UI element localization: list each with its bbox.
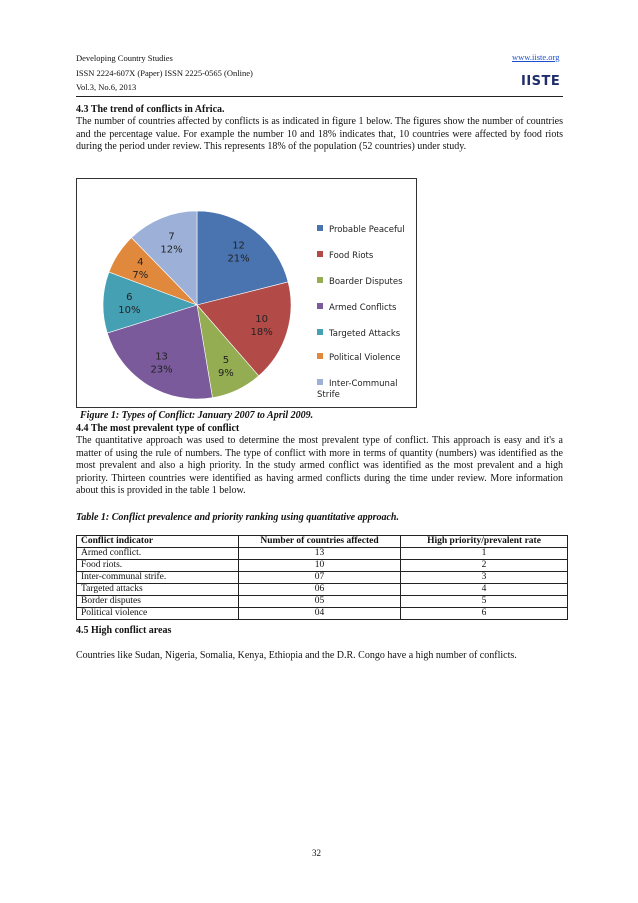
table-cell: 5 <box>401 596 568 608</box>
chart-legend <box>317 225 415 405</box>
pie-value-label: 5 <box>222 355 230 367</box>
pie-percent-label: 12% <box>160 244 183 256</box>
table-row <box>77 548 568 560</box>
table-caption: Table 1: Conflict prevalence and priority ranking using quantitative approach. <box>76 512 399 523</box>
pie-value-label: 12 <box>232 240 245 252</box>
section-4-4-paragraph: The quantitative approach was used to determine the most prevalent type of conflict. This approach is easy and it's a matter of using the rule of numbers. The type of conflict with more in terms of quantity (numbers) was identified as the most prevalent and also a high priority. In the study armed conflict was identified as the most prevalent and a high priority. Thirteen countries were identified as having armed conflicts during the time under review. More information about this is provided in the table 1 below. <box>76 435 563 496</box>
pie-percent-label: 10% <box>118 305 141 317</box>
pie-value-label: 6 <box>126 292 133 304</box>
legend-item <box>317 303 396 314</box>
table-cell: 3 <box>401 572 568 584</box>
table-row <box>77 560 568 572</box>
table-header-cell: High priority/prevalent rate <box>401 536 568 548</box>
legend-swatch <box>317 303 323 309</box>
legend-item <box>317 251 373 262</box>
header-rule <box>76 96 563 97</box>
figure-caption: Figure 1: Types of Conflict: January 2007 to April 2009. <box>80 410 314 421</box>
conflict-table <box>76 535 568 620</box>
conflict-pie-chart <box>76 178 417 408</box>
legend-label: Food Riots <box>329 251 374 261</box>
legend-swatch <box>317 329 323 335</box>
table-cell: 10 <box>239 560 401 572</box>
section-4-3-paragraph: The number of countries affected by conflicts is as indicated in figure 1 below. The figures show the number of countries and the percentage value. For example the number 10 and 18% indicates that, 10 countries were affected by food riots during the period under review. This represents 18% of the population (52 countries) under study. <box>76 116 563 152</box>
journal-name: Developing Country Studies <box>76 53 173 63</box>
table-cell: Food riots. <box>77 560 239 572</box>
table-cell: 05 <box>239 596 401 608</box>
legend-swatch <box>317 353 323 359</box>
pie-percent-label: 18% <box>250 327 273 339</box>
legend-item <box>317 379 415 401</box>
table-cell: 6 <box>401 608 568 620</box>
table-cell: 4 <box>401 584 568 596</box>
legend-swatch <box>317 277 323 283</box>
conflict-table-wrapper <box>76 535 568 620</box>
table-cell: 1 <box>401 548 568 560</box>
section-4-5-heading: 4.5 High conflict areas <box>76 625 172 636</box>
table-row <box>77 584 568 596</box>
pie-value-label: 4 <box>137 256 144 268</box>
pie-percent-label: 21% <box>227 253 250 265</box>
table-header-cell: Number of countries affected <box>239 536 401 548</box>
legend-label: Armed Conflicts <box>329 303 397 313</box>
iiste-logo: IISTE <box>521 74 561 89</box>
table-cell: 13 <box>239 548 401 560</box>
legend-item <box>317 329 400 340</box>
pie-value-label: 10 <box>255 314 268 326</box>
legend-item <box>317 277 403 288</box>
legend-swatch <box>317 225 323 231</box>
table-row <box>77 596 568 608</box>
journal-volume: Vol.3, No.6, 2013 <box>76 82 137 92</box>
legend-item <box>317 225 405 236</box>
table-cell: 04 <box>239 608 401 620</box>
table-cell: Border disputes <box>77 596 239 608</box>
legend-label: Probable Peaceful <box>329 225 405 235</box>
table-cell: Targeted attacks <box>77 584 239 596</box>
table-header-cell: Conflict indicator <box>77 536 239 548</box>
pie-percent-label: 23% <box>150 364 173 376</box>
legend-label: Inter-Communal Strife <box>317 379 398 400</box>
legend-item <box>317 353 400 364</box>
section-4-5-paragraph: Countries like Sudan, Nigeria, Somalia, Kenya, Ethiopia and the D.R. Congo have a high number of conflicts. <box>76 650 517 661</box>
journal-issn: ISSN 2224-607X (Paper) ISSN 2225-0565 (Online) <box>76 68 253 78</box>
pie-percent-label: 9% <box>217 368 234 380</box>
legend-label: Targeted Attacks <box>329 329 401 339</box>
pie-value-label: 13 <box>155 351 168 363</box>
table-row <box>77 608 568 620</box>
pie-value-label: 7 <box>168 231 175 243</box>
legend-label: Boarder Disputes <box>329 277 403 287</box>
section-4-3-heading: 4.3 The trend of conflicts in Africa. <box>76 104 225 115</box>
table-cell: Political violence <box>77 608 239 620</box>
legend-swatch <box>317 251 323 257</box>
journal-website-link[interactable]: www.iiste.org <box>512 52 560 62</box>
table-header-row <box>77 536 568 548</box>
table-row <box>77 572 568 584</box>
legend-label: Political Violence <box>329 353 401 363</box>
table-cell: 2 <box>401 560 568 572</box>
pie-percent-label: 7% <box>132 269 149 281</box>
legend-swatch <box>317 379 323 385</box>
table-cell: Armed conflict. <box>77 548 239 560</box>
section-4-4-heading: 4.4 The most prevalent type of conflict <box>76 423 240 434</box>
table-cell: Inter-communal strife. <box>77 572 239 584</box>
table-cell: 07 <box>239 572 401 584</box>
table-cell: 06 <box>239 584 401 596</box>
page-number: 32 <box>312 848 321 858</box>
